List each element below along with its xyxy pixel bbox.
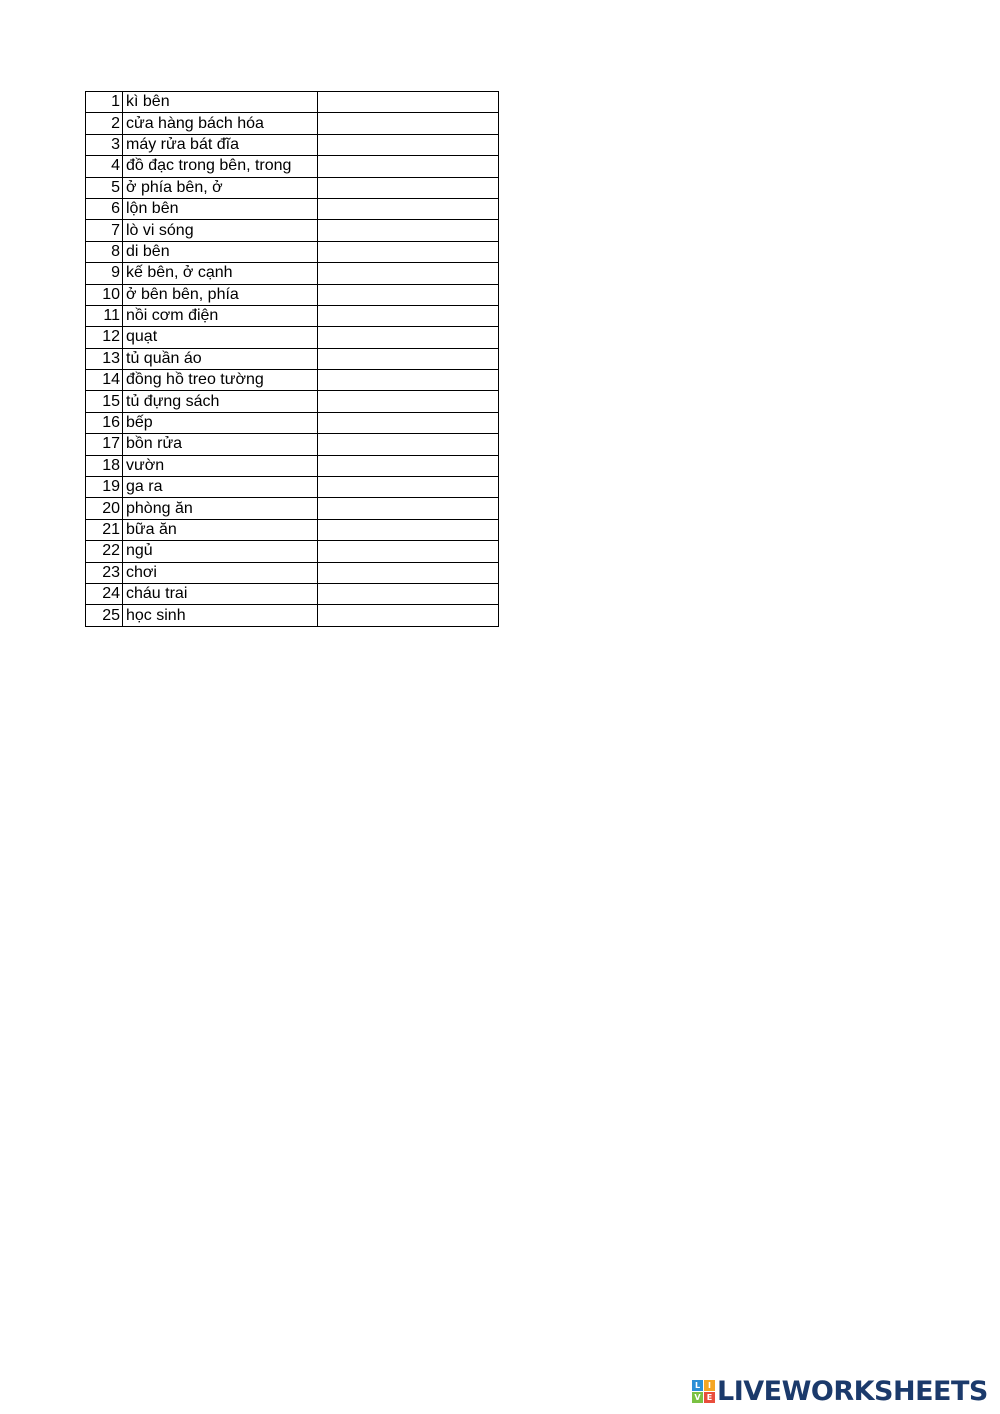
row-word: học sinh <box>123 605 318 626</box>
table-row <box>86 113 499 134</box>
row-word: ở phía bên, ở <box>123 177 318 198</box>
table-row <box>86 241 499 262</box>
table-row <box>86 605 499 626</box>
answer-input[interactable] <box>321 306 495 326</box>
answer-cell[interactable] <box>318 519 499 540</box>
row-word: vườn <box>123 455 318 476</box>
answer-input[interactable] <box>321 349 495 369</box>
row-number: 6 <box>86 198 123 219</box>
row-word: nồi cơm điện <box>123 305 318 326</box>
answer-cell[interactable] <box>318 327 499 348</box>
answer-input[interactable] <box>321 563 495 583</box>
answer-cell[interactable] <box>318 434 499 455</box>
table-row <box>86 156 499 177</box>
row-word: đồ đạc trong bên, trong <box>123 156 318 177</box>
row-word: cháu trai <box>123 583 318 604</box>
table-row <box>86 498 499 519</box>
row-word: ở bên bên, phía <box>123 284 318 305</box>
row-number: 15 <box>86 391 123 412</box>
answer-input[interactable] <box>321 263 495 283</box>
answer-input[interactable] <box>321 135 495 155</box>
table-row <box>86 434 499 455</box>
answer-input[interactable] <box>321 285 495 305</box>
answer-cell[interactable] <box>318 605 499 626</box>
row-number: 12 <box>86 327 123 348</box>
answer-cell[interactable] <box>318 348 499 369</box>
logo-icon-letter-e: E <box>704 1392 715 1403</box>
answer-cell[interactable] <box>318 583 499 604</box>
row-word: ngủ <box>123 541 318 562</box>
liveworksheets-logo-icon <box>692 1380 715 1403</box>
liveworksheets-logo <box>692 1376 988 1406</box>
answer-input[interactable] <box>321 456 495 476</box>
answer-cell[interactable] <box>318 455 499 476</box>
logo-icon-letter-l: L <box>692 1380 703 1391</box>
logo-icon-letter-v: V <box>692 1392 703 1403</box>
table-row <box>86 455 499 476</box>
answer-cell[interactable] <box>318 198 499 219</box>
answer-cell[interactable] <box>318 220 499 241</box>
row-number: 4 <box>86 156 123 177</box>
answer-cell[interactable] <box>318 156 499 177</box>
answer-cell[interactable] <box>318 134 499 155</box>
row-number: 23 <box>86 562 123 583</box>
answer-cell[interactable] <box>318 477 499 498</box>
table-row <box>86 263 499 284</box>
row-number: 9 <box>86 263 123 284</box>
row-number: 11 <box>86 305 123 326</box>
answer-input[interactable] <box>321 370 495 390</box>
row-number: 8 <box>86 241 123 262</box>
row-number: 14 <box>86 370 123 391</box>
table-row <box>86 305 499 326</box>
table-row <box>86 541 499 562</box>
row-number: 24 <box>86 583 123 604</box>
row-number: 3 <box>86 134 123 155</box>
answer-cell[interactable] <box>318 562 499 583</box>
answer-input[interactable] <box>321 584 495 604</box>
answer-cell[interactable] <box>318 92 499 113</box>
row-word: cửa hàng bách hóa <box>123 113 318 134</box>
answer-input[interactable] <box>321 605 495 625</box>
row-number: 20 <box>86 498 123 519</box>
answer-input[interactable] <box>321 199 495 219</box>
row-number: 10 <box>86 284 123 305</box>
answer-cell[interactable] <box>318 391 499 412</box>
row-word: bữa ăn <box>123 519 318 540</box>
row-word: quạt <box>123 327 318 348</box>
logo-icon-letter-i: I <box>704 1380 715 1391</box>
answer-input[interactable] <box>321 92 495 112</box>
answer-input[interactable] <box>321 156 495 176</box>
table-row <box>86 134 499 155</box>
table-row <box>86 370 499 391</box>
row-word: tủ đựng sách <box>123 391 318 412</box>
answer-cell[interactable] <box>318 305 499 326</box>
answer-input[interactable] <box>321 391 495 411</box>
row-number: 22 <box>86 541 123 562</box>
table-row <box>86 284 499 305</box>
answer-cell[interactable] <box>318 284 499 305</box>
row-word: máy rửa bát đĩa <box>123 134 318 155</box>
row-word: bếp <box>123 412 318 433</box>
answer-input[interactable] <box>321 520 495 540</box>
answer-input[interactable] <box>321 113 495 133</box>
table-row <box>86 220 499 241</box>
table-row <box>86 348 499 369</box>
row-number: 21 <box>86 519 123 540</box>
table-row <box>86 177 499 198</box>
answer-input[interactable] <box>321 434 495 454</box>
row-word: phòng ăn <box>123 498 318 519</box>
table-row <box>86 519 499 540</box>
row-word: kì bên <box>123 92 318 113</box>
row-number: 17 <box>86 434 123 455</box>
row-word: đồng hồ treo tường <box>123 370 318 391</box>
table-row <box>86 198 499 219</box>
answer-cell[interactable] <box>318 412 499 433</box>
answer-input[interactable] <box>321 498 495 518</box>
vocabulary-table-body <box>86 92 499 627</box>
table-row <box>86 92 499 113</box>
row-number: 25 <box>86 605 123 626</box>
table-row <box>86 583 499 604</box>
row-number: 18 <box>86 455 123 476</box>
answer-cell[interactable] <box>318 541 499 562</box>
answer-cell[interactable] <box>318 498 499 519</box>
row-word: chơi <box>123 562 318 583</box>
table-row <box>86 562 499 583</box>
row-word: kế bên, ở cạnh <box>123 263 318 284</box>
row-number: 5 <box>86 177 123 198</box>
answer-cell[interactable] <box>318 113 499 134</box>
table-row <box>86 412 499 433</box>
row-number: 19 <box>86 477 123 498</box>
row-word: bồn rửa <box>123 434 318 455</box>
table-row <box>86 327 499 348</box>
answer-cell[interactable] <box>318 263 499 284</box>
answer-cell[interactable] <box>318 177 499 198</box>
table-row <box>86 477 499 498</box>
row-word: ga ra <box>123 477 318 498</box>
table-row <box>86 391 499 412</box>
row-word: lò vi sóng <box>123 220 318 241</box>
answer-input[interactable] <box>321 477 495 497</box>
row-number: 7 <box>86 220 123 241</box>
row-number: 1 <box>86 92 123 113</box>
answer-input[interactable] <box>321 327 495 347</box>
row-word: di bên <box>123 241 318 262</box>
logo-text: LIVEWORKSHEETS <box>717 1375 988 1407</box>
answer-cell[interactable] <box>318 370 499 391</box>
answer-input[interactable] <box>321 242 495 262</box>
row-word: tủ quần áo <box>123 348 318 369</box>
answer-input[interactable] <box>321 178 495 198</box>
answer-input[interactable] <box>321 413 495 433</box>
answer-input[interactable] <box>321 541 495 561</box>
vocabulary-table <box>85 91 499 627</box>
row-word: lộn bên <box>123 198 318 219</box>
answer-input[interactable] <box>321 220 495 240</box>
row-number: 13 <box>86 348 123 369</box>
answer-cell[interactable] <box>318 241 499 262</box>
row-number: 16 <box>86 412 123 433</box>
row-number: 2 <box>86 113 123 134</box>
